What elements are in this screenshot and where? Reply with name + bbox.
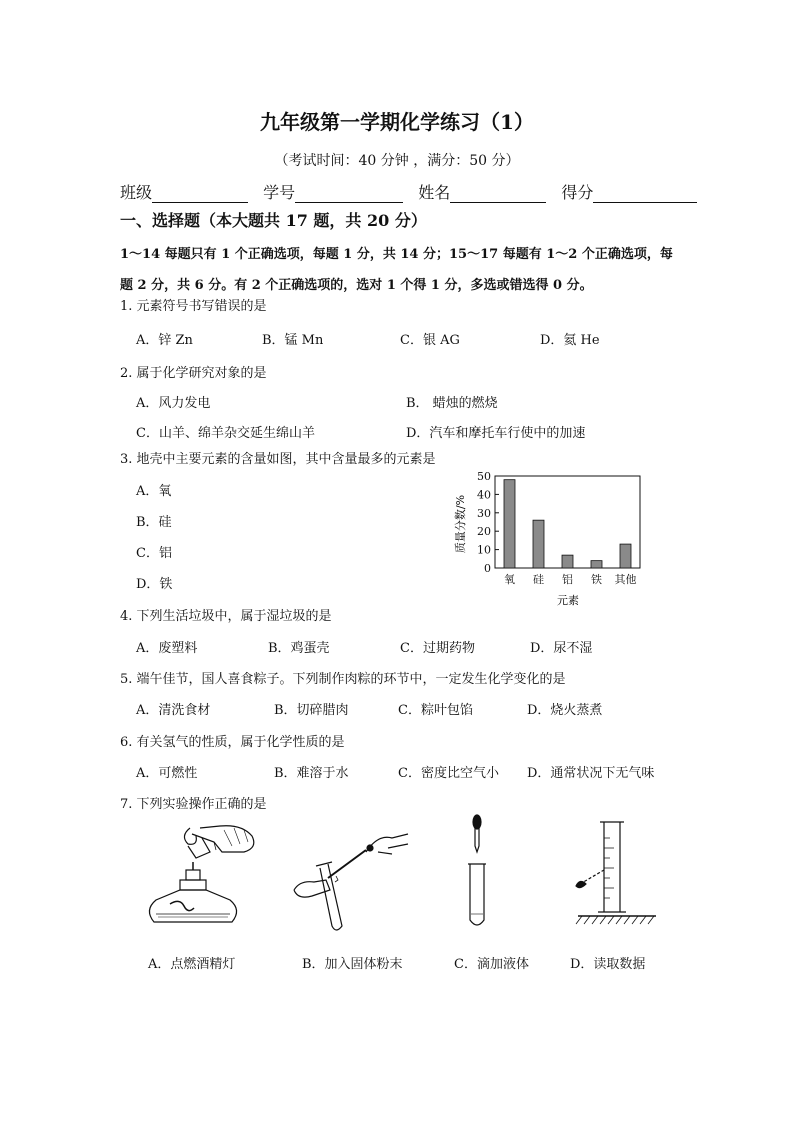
chart-ytick-label: 30 bbox=[477, 506, 491, 520]
chart-xtick-label: 硅 bbox=[533, 573, 544, 586]
chart-ytick-label: 10 bbox=[477, 543, 491, 557]
graduated-cylinder-reading-illustration bbox=[570, 818, 660, 930]
class-label: 班级 bbox=[120, 183, 153, 202]
chart-bar-0 bbox=[504, 480, 515, 568]
page-title: 九年级第一学期化学练习（1） bbox=[260, 110, 534, 134]
q1-option-b[interactable]: B．锰 Mn bbox=[262, 333, 324, 348]
name-blank[interactable] bbox=[450, 186, 546, 203]
student-info-line bbox=[120, 180, 697, 203]
q5-option-a[interactable]: A．清洗食材 bbox=[136, 703, 211, 718]
q2-option-c[interactable]: C．山羊、绵羊杂交延生绵山羊 bbox=[136, 426, 315, 441]
chart-bar-1 bbox=[533, 520, 544, 568]
instructions-line-2: 题 2 分，共 6 分。有 2 个正确选项的，选对 1 个得 1 分，多选或错选得 0 分。 bbox=[120, 278, 593, 293]
question-2-stem: 2. 属于化学研究对象的是 bbox=[120, 366, 267, 381]
q5-option-c[interactable]: C．粽叶包馅 bbox=[398, 703, 473, 718]
chart-xlabel: 元素 bbox=[557, 594, 579, 607]
q4-option-c[interactable]: C．过期药物 bbox=[400, 641, 475, 656]
alcohol-lamp-lighting-illustration bbox=[140, 822, 270, 934]
id-blank[interactable] bbox=[295, 186, 403, 203]
q7-option-c[interactable]: C．滴加液体 bbox=[454, 957, 529, 972]
score-blank[interactable] bbox=[593, 186, 697, 203]
q5-option-d[interactable]: D．烧火蒸煮 bbox=[527, 703, 603, 718]
section-heading: 一、选择题（本大题共 17 题，共 20 分） bbox=[120, 211, 427, 230]
question-6-stem: 6. 有关氢气的性质，属于化学性质的是 bbox=[120, 735, 345, 750]
chart-ytick-label: 40 bbox=[477, 488, 491, 502]
q1-option-c[interactable]: C．银 AG bbox=[400, 333, 460, 348]
chart-xtick-label: 氧 bbox=[504, 573, 515, 586]
question-4-stem: 4. 下列生活垃圾中，属于湿垃圾的是 bbox=[120, 609, 332, 624]
q4-option-a[interactable]: A．废塑料 bbox=[136, 641, 198, 656]
chart-plot-frame bbox=[495, 476, 640, 568]
chart-ytick-label: 50 bbox=[477, 470, 491, 483]
q3-option-b[interactable]: B．硅 bbox=[136, 515, 172, 530]
q7-option-b[interactable]: B．加入固体粉末 bbox=[302, 957, 403, 972]
chart-xtick-label: 铁 bbox=[591, 573, 602, 586]
q7-option-a[interactable]: A．点燃酒精灯 bbox=[148, 957, 236, 972]
name-label: 姓名 bbox=[418, 183, 451, 202]
q6-option-c[interactable]: C．密度比空气小 bbox=[398, 766, 499, 781]
test-tube-powder-illustration bbox=[292, 830, 412, 934]
q3-option-c[interactable]: C．铝 bbox=[136, 546, 172, 561]
chart-bar-4 bbox=[620, 544, 631, 568]
question-5-stem: 5. 端午佳节，国人喜食粽子。下列制作肉粽的环节中，一定发生化学变化的是 bbox=[120, 672, 566, 687]
q1-option-d[interactable]: D．氦 He bbox=[540, 333, 600, 348]
chart-ytick-label: 0 bbox=[484, 562, 491, 575]
chart-bar-3 bbox=[591, 561, 602, 568]
q4-option-d[interactable]: D．尿不湿 bbox=[530, 641, 593, 656]
q3-option-d[interactable]: D．铁 bbox=[136, 577, 173, 592]
q2-option-b[interactable]: B． 蜡烛的燃烧 bbox=[406, 396, 498, 411]
q5-option-b[interactable]: B．切碎腊肉 bbox=[274, 703, 349, 718]
exam-meta: （考试时间：40 分钟 ，满分：50 分） bbox=[274, 153, 520, 169]
chart-bar-2 bbox=[562, 555, 573, 568]
question-3-stem: 3. 地壳中主要元素的含量如图，其中含量最多的元素是 bbox=[120, 452, 436, 467]
q2-option-d[interactable]: D．汽车和摩托车行使中的加速 bbox=[406, 426, 586, 441]
q6-option-d[interactable]: D．通常状况下无气味 bbox=[527, 766, 655, 781]
chart-xtick-label: 铝 bbox=[562, 573, 573, 586]
class-blank[interactable] bbox=[152, 186, 248, 203]
q3-option-a[interactable]: A．氧 bbox=[136, 484, 172, 499]
chart-xtick-label: 其他 bbox=[614, 573, 637, 586]
q4-option-b[interactable]: B．鸡蛋壳 bbox=[268, 641, 330, 656]
q1-option-a[interactable]: A．锌 Zn bbox=[136, 333, 193, 348]
dropper-over-tube-illustration bbox=[460, 812, 500, 930]
q6-option-a[interactable]: A．可燃性 bbox=[136, 766, 198, 781]
score-label: 得分 bbox=[561, 183, 594, 202]
instructions-line-1: 1～14 每题只有 1 个正确选项，每题 1 分，共 14 分；15～17 每题有 1～2 个正确选项，每 bbox=[120, 247, 673, 262]
question-1-stem: 1. 元素符号书写错误的是 bbox=[120, 299, 267, 314]
id-label: 学号 bbox=[263, 183, 296, 202]
chart-ytick-label: 20 bbox=[477, 525, 491, 539]
element-content-chart bbox=[440, 466, 660, 610]
question-7-stem: 7. 下列实验操作正确的是 bbox=[120, 797, 267, 812]
chart-ylabel: 质量分数/% bbox=[454, 494, 467, 554]
q2-option-a[interactable]: A．风力发电 bbox=[136, 396, 211, 411]
q6-option-b[interactable]: B．难溶于水 bbox=[274, 766, 349, 781]
q7-option-d[interactable]: D．读取数据 bbox=[570, 957, 646, 972]
